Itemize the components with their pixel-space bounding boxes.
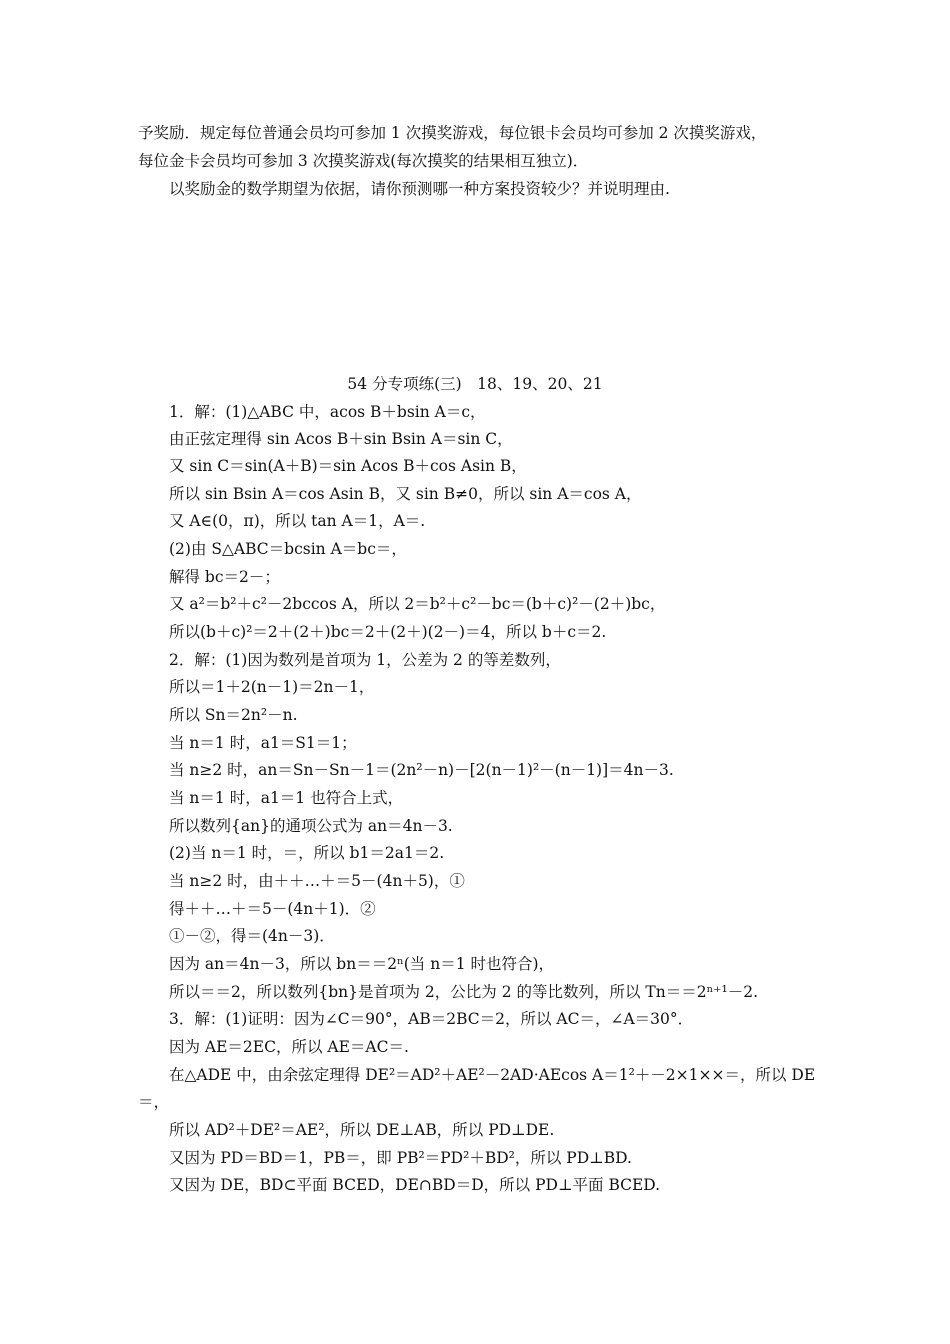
- answer-line: 所以(b＋c)²＝2＋(2＋)bc＝2＋(2＋)(2－)＝4，所以 b＋c＝2.: [169, 623, 607, 641]
- answer-line: 当 n＝1 时，a1＝1 也符合上式，: [169, 789, 404, 807]
- answer-line: 得＋＋…＋＝5－(4n＋1)．②: [169, 900, 376, 918]
- answer-line: ＝，: [138, 1093, 170, 1111]
- answer-line: 所以 sin Bsin A＝cos Asin B，又 sin B≠0，所以 sin A＝cos A，: [169, 485, 642, 503]
- answer-line: 所以 AD²＋DE²＝AE²，所以 DE⊥AB，所以 PD⊥DE.: [169, 1121, 555, 1139]
- intro-line-2: 每位金卡会员均可参加 3 次摸奖游戏(每次摸奖的结果相互独立)．: [138, 152, 589, 170]
- answer-line: 由正弦定理得 sin Acos B＋sin Bsin A＝sin C，: [169, 430, 513, 448]
- answer-line: 又 A∈(0，π)，所以 tan A＝1，A＝.: [169, 512, 426, 530]
- answer-line: 所以＝＝2，所以数列{bn}是首项为 2，公比为 2 的等比数列，所以 Tn＝＝2ⁿ⁺¹－2.: [169, 983, 758, 1001]
- answer-line: 又因为 PD＝BD＝1，PB＝，即 PB²＝PD²＋BD²，所以 PD⊥BD.: [169, 1149, 632, 1167]
- answer-line: 所以＝1＋2(n－1)＝2n－1，: [169, 678, 375, 696]
- answer-line: 在△ADE 中，由余弦定理得 DE²＝AD²＋AE²－2AD·AEcos A＝1²＋－2×1××＝，所以 DE: [169, 1066, 816, 1084]
- answer-line: 当 n≥2 时，an＝Sn－Sn－1＝(2n²－n)－[2(n－1)²－(n－1)]＝4n－3.: [169, 761, 674, 779]
- answer-line: 3．解：(1)证明：因为∠C＝90°，AB＝2BC＝2，所以 AC＝，∠A＝30°．: [169, 1010, 694, 1028]
- answer-line: (2)由 S△ABC＝bcsin A＝bc＝，: [169, 540, 407, 558]
- answer-line: 2．解：(1)因为数列是首项为 1，公差为 2 的等差数列，: [169, 651, 561, 669]
- answer-line: 当 n≥2 时，由＋＋…＋＝5－(4n＋5)，①: [169, 872, 465, 890]
- intro-line-3: 以奖励金的数学期望为依据，请你预测哪一种方案投资较少？并说明理由.: [169, 180, 670, 198]
- answer-line: 因为 AE＝2EC，所以 AE＝AC＝.: [169, 1038, 409, 1056]
- answer-line: (2)当 n＝1 时，＝，所以 b1＝2a1＝2.: [169, 844, 445, 862]
- intro-line-1: 予奖励．规定每位普通会员均可参加 1 次摸奖游戏，每位银卡会员均可参加 2 次摸奖游戏，: [138, 124, 767, 142]
- answer-line: 所以 Sn＝2n²－n.: [169, 706, 298, 724]
- answer-line: 解得 bc＝2－；: [169, 568, 280, 586]
- answer-line: 又 a²＝b²＋c²－2bccos A，所以 2＝b²＋c²－bc＝(b＋c)²－(2＋)bc，: [169, 595, 666, 613]
- answer-line: 因为 an＝4n－3，所以 bn＝＝2ⁿ(当 n＝1 时也符合)，: [169, 955, 555, 973]
- section-title: 54 分专项练(三) 18、19、20、21: [347, 375, 603, 393]
- answer-line: 当 n＝1 时，a1＝S1＝1；: [169, 734, 357, 752]
- answer-line: 又因为 DE，BD⊂平面 BCED，DE∩BD＝D，所以 PD⊥平面 BCED.: [169, 1176, 661, 1194]
- answer-line: ①－②，得＝(4n－3)．: [169, 927, 335, 945]
- answer-line: 所以数列{an}的通项公式为 an＝4n－3.: [169, 817, 453, 835]
- answer-line: 又 sin C＝sin(A＋B)＝sin Acos B＋cos Asin B，: [169, 457, 527, 475]
- answer-line: 1．解：(1)△ABC 中，acos B＋bsin A＝c，: [169, 403, 486, 421]
